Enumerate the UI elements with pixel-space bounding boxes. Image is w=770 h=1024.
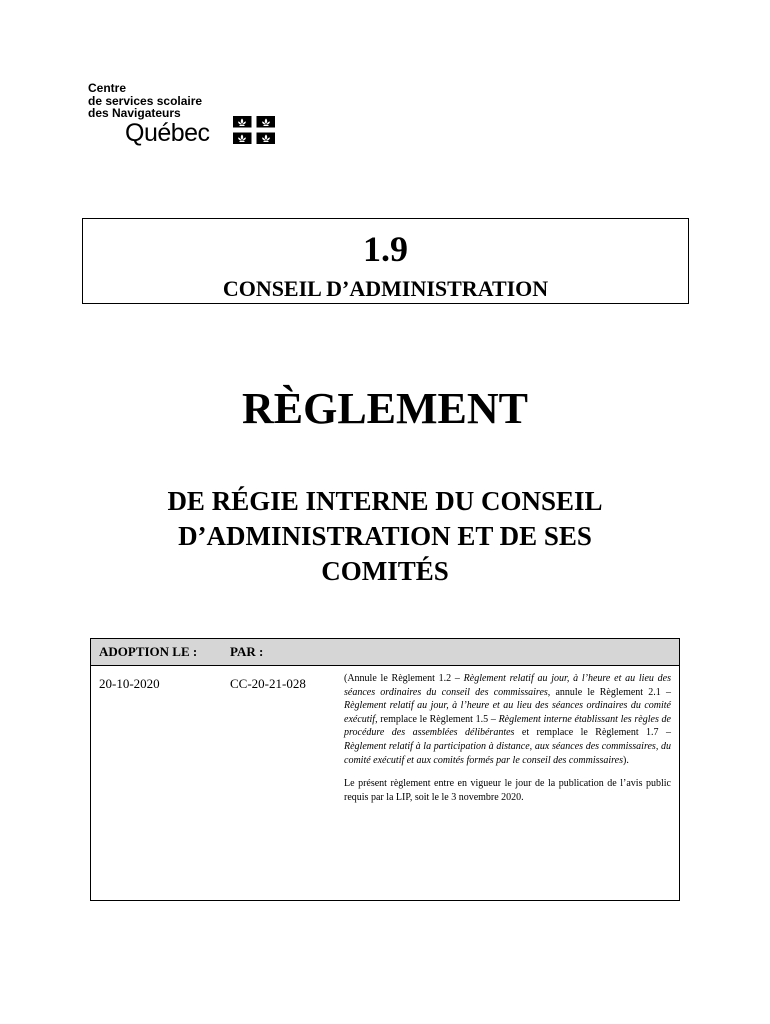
repealed-regulation-title: Règlement relatif au jour, à l’heure et au lieu des séances ordinaires du comité exécutif [344,700,671,725]
replaced-regulation-title: Règlement interne établissant les règles de procédure des assemblées délibérantes [344,713,671,739]
regulation-number: 1.9 [363,229,408,269]
note-text: , remplace le Règlement 1.5 – [375,713,499,725]
resolution-number: CC-20-21-028 [222,666,338,901]
adoption-notes [338,666,680,901]
repealed-regulation-title: Règlement relatif au jour, à l’heure et au lieu des séances ordinaires du conseil des commissaires [344,673,671,698]
note-text: et remplace le Règlement 1.7 – [514,727,671,739]
governing-body: CONSEIL D’ADMINISTRATION [222,276,549,301]
amendment-note [344,672,671,767]
note-text: (Annule le Règlement 1.2 – [344,673,464,684]
regulation-number-box [82,218,689,304]
replaced-regulation-title: Règlement relatif à la participation à distance, aux séances des commissaires, du comité exécutif et aux comités formés par le conseil des commissaires [344,740,671,766]
document-title: DE RÉGIE INTERNE DU CONSEIL D’ADMINISTRATION ET DE SES COMITÉS [167,486,603,586]
adopted-by-header: PAR : [222,639,338,666]
document-type: RÈGLEMENT [241,384,529,433]
logo-organization-name: Centre de services scolaire des Navigateurs [88,81,203,120]
effective-date-note: Le présent règlement entre en vigueur le jour de la publication de l’avis public requis par la LIP, soit le le 3 novembre 2020. [344,778,671,803]
adoption-date: 20-10-2020 [91,666,223,901]
notes-header [338,639,680,666]
fleur-de-lis-flag-icon [233,116,275,144]
organization-logo [88,82,288,152]
adoption-table-header [91,639,680,666]
note-text: , annule le Règlement 2.1 – [547,686,671,698]
table-row [91,666,680,901]
logo-province-name: Québec [125,119,210,147]
adoption-date-header: ADOPTION LE : [91,639,223,666]
adoption-table [90,638,680,901]
note-text: ). [623,754,629,766]
